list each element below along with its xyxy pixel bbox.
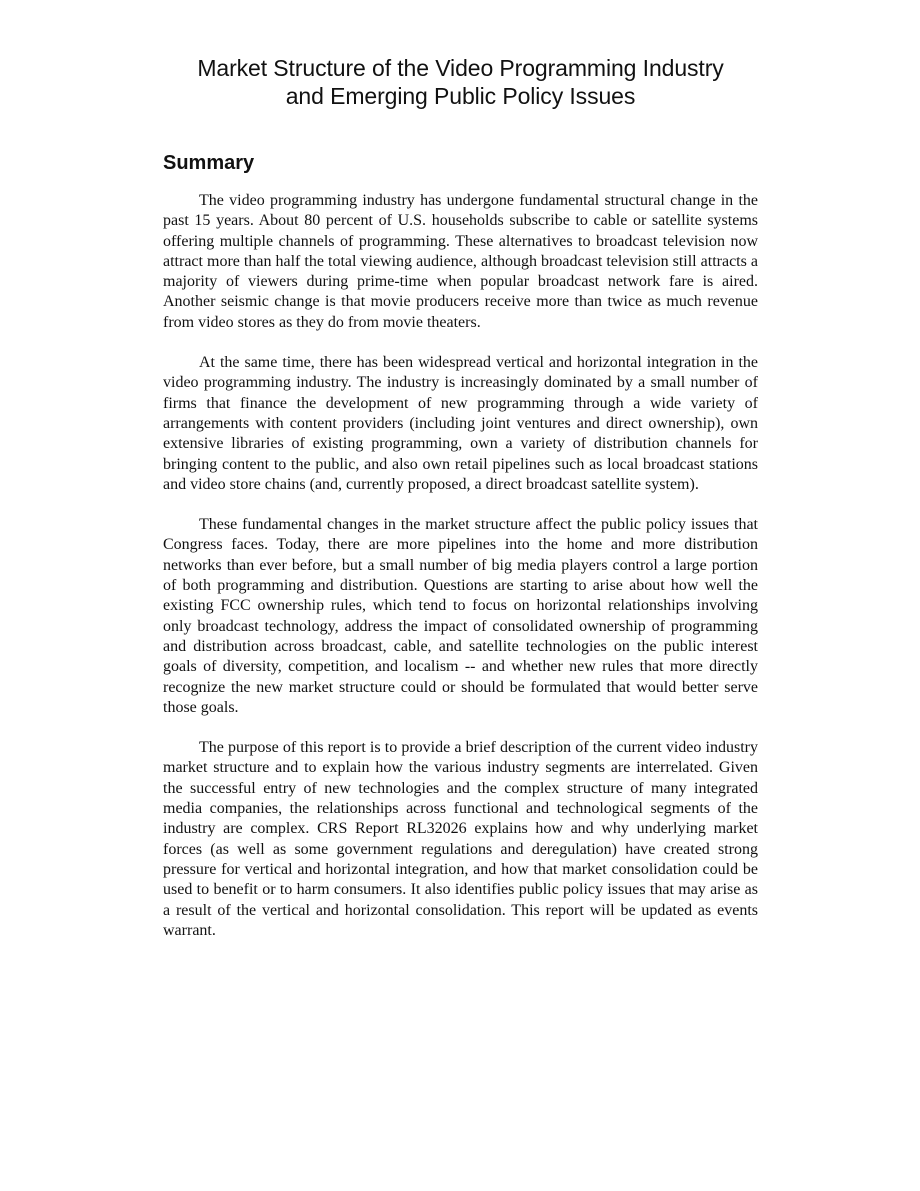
title-line-2: and Emerging Public Policy Issues <box>285 83 636 109</box>
document-page <box>163 54 758 961</box>
summary-paragraph-3: These fundamental changes in the market structure affect the public policy issues that Congress faces. Today, there are more pipelines into the home and more distribution networks than ever before, but a small number of big media players control a large portion of both programming and distribution. Questions are starting to arise about how well the existing FCC ownership rules, which tend to focus on horizontal relationships involving only broadcast technology, address the impact of consolidated ownership of programming and distribution across broadcast, cable, and satellite technologies on the public interest goals of diversity, competition, and localism -- and whether new rules that more directly recognize the new market structure could or should be formulated that would better serve those goals. <box>163 516 758 716</box>
title-line-1: Market Structure of the Video Programming Industry <box>197 55 724 81</box>
summary-paragraph-1: The video programming industry has undergone fundamental structural change in the past 15 years. About 80 percent of U.S. households subscribe to cable or satellite systems offering multiple channels of programming. These alternatives to broadcast television now attract more than half the total viewing audience, although broadcast television still attracts a majority of viewers during prime-time when popular broadcast network fare is aired. Another seismic change is that movie producers receive more than twice as much revenue from video stores as they do from movie theaters. <box>163 192 758 331</box>
summary-paragraph-4: The purpose of this report is to provide a brief description of the current video industry market structure and to explain how the various industry segments are interrelated. Given the successful entry of new technologies and the complex structure of many integrated media companies, the relationships across functional and technological segments of the industry are complex. CRS Report RL32026 explains how and why underlying market forces (as well as some government regulations and deregulation) have created strong pressure for vertical and horizontal integration, and how that market consolidation could be used to benefit or to harm consumers. It also identifies public policy issues that may arise as a result of the vertical and horizontal consolidation. This report will be updated as events warrant. <box>163 739 758 939</box>
section-heading-summary: Summary <box>163 152 255 174</box>
summary-body <box>163 191 758 941</box>
summary-paragraph-2: At the same time, there has been widespread vertical and horizontal integration in the video programming industry. The industry is increasingly dominated by a small number of firms that finance the development of new programming through a wide variety of arrangements with content providers (including joint ventures and direct ownership), own extensive libraries of existing programming, own a variety of distribution channels for bringing content to the public, and also own retail pipelines such as local broadcast stations and video store chains (and, currently proposed, a direct broadcast satellite system). <box>163 354 758 493</box>
document-title <box>163 54 758 110</box>
